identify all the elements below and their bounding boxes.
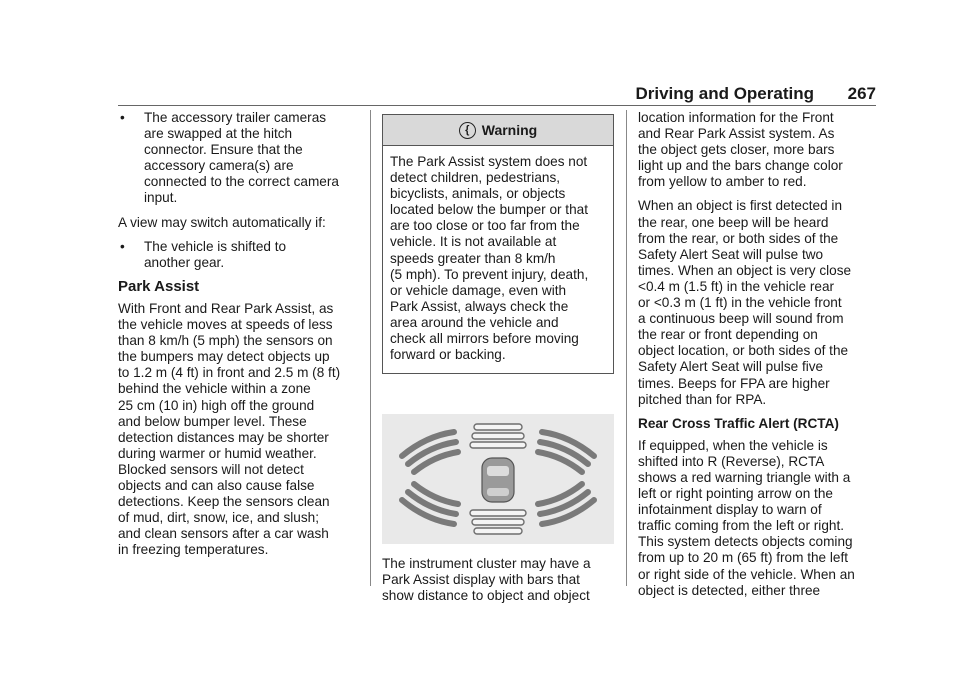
- sensor-bar: [472, 433, 524, 439]
- warning-icon: {: [459, 122, 476, 139]
- text-line: location information for the Front: [638, 110, 834, 125]
- text-line: input.: [144, 190, 178, 206]
- text-line: from the rear, or both sides of the: [638, 230, 839, 246]
- text-line: from up to 20 m (65 ft) from the left: [638, 550, 849, 566]
- warning-body: [383, 146, 613, 373]
- text-line: the rear, one beep will be heard: [638, 214, 829, 230]
- text-line: the bumpers may detect objects up: [118, 349, 330, 365]
- text-line: Safety Alert Seat will pulse five: [638, 359, 824, 375]
- section-title: Driving and Operating: [635, 84, 814, 103]
- text-line: to 1.2 m (4 ft) in front and 2.5 m (8 ft): [118, 365, 341, 381]
- text-line: light up and the bars change color: [638, 158, 843, 174]
- text-line: times. When an object is very close: [638, 262, 852, 278]
- text-line: When an object is first detected in: [638, 198, 843, 214]
- header-rule: [118, 105, 876, 106]
- text-line: bicyclists, animals, or objects: [390, 186, 566, 202]
- text-line: forward or backing.: [390, 347, 506, 363]
- text-line: show distance to object and object: [382, 588, 590, 604]
- car-icon: [482, 458, 514, 502]
- bullet-mark: •: [120, 238, 125, 254]
- warning-title: Warning: [481, 121, 538, 138]
- text-line: or <0.3 m (1 ft) in the vehicle front: [638, 295, 842, 311]
- subsection-heading: Rear Cross Traffic Alert (RCTA): [638, 415, 839, 431]
- bullet-mark: •: [120, 110, 125, 125]
- column-divider: [626, 110, 627, 586]
- text-line: The accessory trailer cameras: [144, 110, 327, 125]
- text-line: Park Assist, always check the: [390, 298, 569, 314]
- text-line: and clean sensors after a car wash: [118, 526, 329, 542]
- paragraph: [118, 301, 358, 559]
- column-2: [382, 110, 614, 613]
- column-3: [638, 110, 878, 607]
- text-line: speeds greater than 8 km/h: [390, 250, 556, 266]
- paragraph: [638, 198, 878, 407]
- text-line: times. Beeps for FPA are higher: [638, 375, 830, 391]
- text-line: If equipped, when the vehicle is: [638, 437, 828, 453]
- text-line: in freezing temperatures.: [118, 542, 269, 558]
- text-line: of mud, dirt, snow, ice, and slush;: [118, 510, 319, 526]
- text-line: shifted into R (Reverse), RCTA: [638, 453, 825, 469]
- sensor-bar: [474, 424, 522, 430]
- text-line: and Rear Park Assist system. As: [638, 126, 835, 142]
- text-line: shows a red warning triangle with a: [638, 469, 851, 485]
- text-line: Park Assist display with bars that: [382, 572, 580, 588]
- column-divider: [370, 110, 371, 586]
- text-line: objects and can also cause false: [118, 477, 315, 493]
- text-line: the rear or front depending on: [638, 327, 818, 343]
- text-line: detect children, pedestrians,: [390, 170, 561, 186]
- text-line: behind the vehicle within a zone: [118, 381, 311, 397]
- text-line: another gear.: [144, 254, 225, 270]
- warning-box: [382, 114, 614, 374]
- text-line: or vehicle damage, even with: [390, 282, 567, 298]
- text-line: The Park Assist system does not: [390, 154, 588, 169]
- paragraph: [638, 110, 878, 190]
- bullet-item: [118, 239, 358, 271]
- page-number: 267: [847, 84, 876, 103]
- text-line: object is detected, either three: [638, 582, 821, 598]
- text-line: a continuous beep will sound from: [638, 311, 844, 327]
- text-line: 25 cm (10 in) high off the ground: [118, 397, 315, 413]
- text-line: detections. Keep the sensors clean: [118, 494, 330, 510]
- text-line: from yellow to amber to red.: [638, 174, 807, 190]
- text-line: Blocked sensors will not detect: [118, 461, 304, 477]
- sensor-bar: [470, 510, 526, 516]
- text-line: located below the bumper or that: [390, 202, 588, 218]
- warning-header: [383, 115, 613, 146]
- paragraph: [382, 556, 614, 604]
- text-line: This system detects objects coming: [638, 534, 853, 550]
- text-line: A view may switch automatically if:: [118, 214, 326, 230]
- text-line: The vehicle is shifted to: [144, 238, 287, 254]
- text-line: With Front and Rear Park Assist, as: [118, 300, 334, 316]
- paragraph: [638, 438, 878, 599]
- text-line: are swapped at the hitch: [144, 126, 293, 142]
- text-line: and below bumper level. These: [118, 413, 307, 429]
- paragraph: [118, 215, 358, 231]
- sensor-bar: [474, 528, 522, 534]
- text-line: than 8 km/h (5 mph) the sensors on: [118, 333, 333, 349]
- column-1: [118, 110, 358, 566]
- text-line: connected to the correct camera: [144, 174, 339, 190]
- text-line: detection distances may be shorter: [118, 429, 329, 445]
- text-line: connector. Ensure that the: [144, 142, 303, 158]
- bullet-text: [144, 110, 358, 207]
- text-line: vehicle. It is not available at: [390, 234, 557, 250]
- text-line: (5 mph). To prevent injury, death,: [390, 266, 589, 282]
- text-line: during warmer or humid weather.: [118, 445, 317, 461]
- text-line: are too close or too far from the: [390, 218, 580, 234]
- text-line: <0.4 m (1.5 ft) in the vehicle rear: [638, 278, 835, 294]
- park-assist-figure: [382, 414, 614, 544]
- text-line: infotainment display to warn of: [638, 502, 822, 518]
- sensor-bar: [470, 442, 526, 448]
- text-line: or right side of the vehicle. When an: [638, 566, 855, 582]
- text-line: accessory camera(s) are: [144, 158, 294, 174]
- text-line: pitched than for RPA.: [638, 391, 767, 407]
- page-header: [0, 84, 876, 106]
- text-line: area around the vehicle and: [390, 314, 559, 330]
- text-line: The instrument cluster may have a: [382, 556, 591, 572]
- text-line: Safety Alert Seat will pulse two: [638, 246, 824, 262]
- bullet-text: [144, 239, 358, 271]
- sensor-bar: [472, 519, 524, 525]
- text-line: check all mirrors before moving: [390, 331, 579, 347]
- text-line: the object gets closer, more bars: [638, 142, 835, 158]
- text-line: the vehicle moves at speeds of less: [118, 317, 333, 333]
- bullet-item: [118, 110, 358, 207]
- text-line: traffic coming from the left or right.: [638, 518, 844, 534]
- text-line: object location, or both sides of the: [638, 343, 849, 359]
- text-line: left or right pointing arrow on the: [638, 486, 833, 502]
- park-assist-display-icon: [382, 414, 614, 544]
- section-heading: Park Assist: [118, 277, 200, 295]
